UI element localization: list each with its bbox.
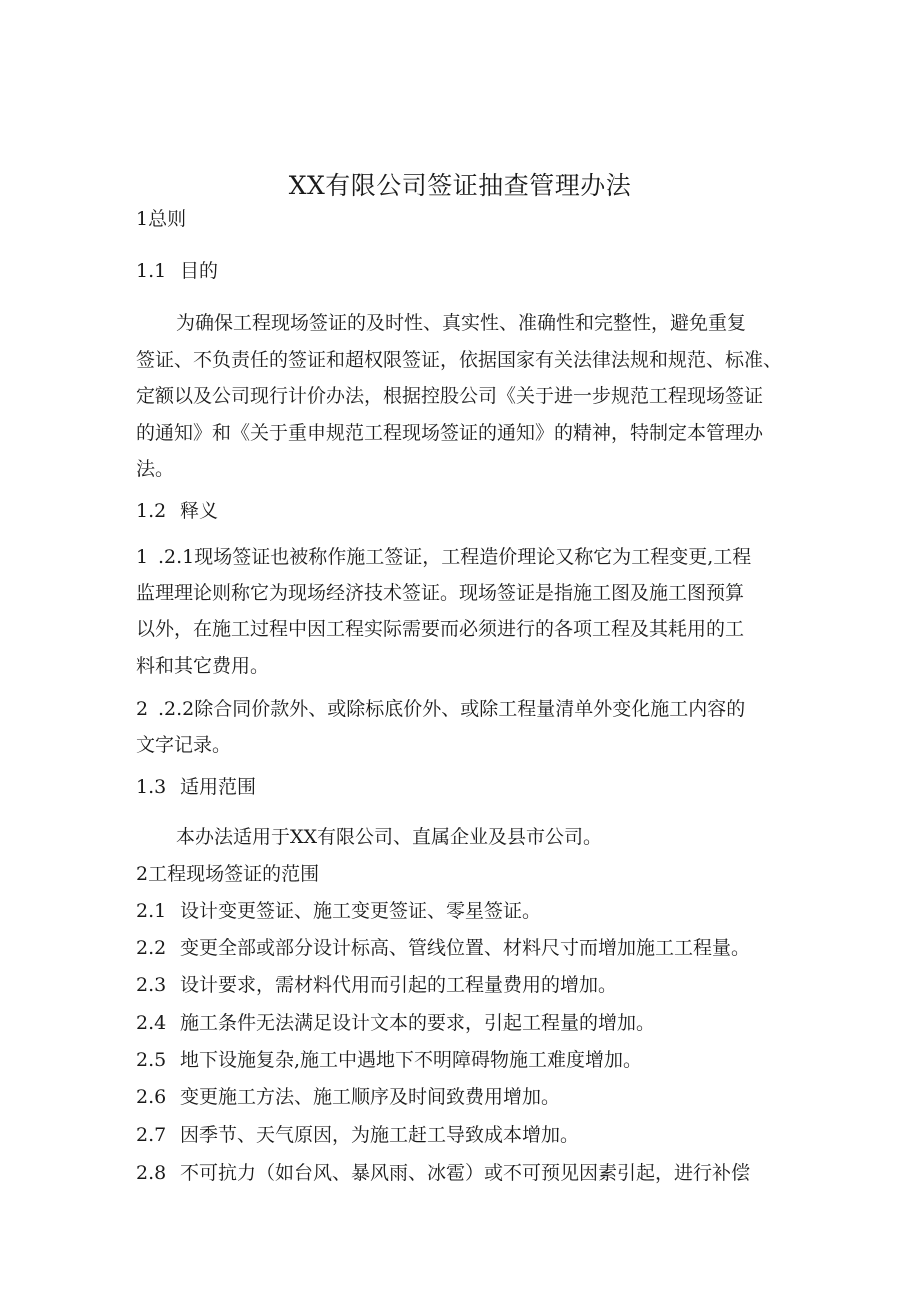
item-text: 施工条件无法满足设计文本的要求，引起工程量的增加。 <box>180 1012 656 1034</box>
item-text: 因季节、天气原因，为施工赶工导致成本增加。 <box>180 1124 580 1146</box>
section-title: 适用范围 <box>180 776 257 798</box>
item-text: 变更全部或部分设计标高、管线位置、材料尺寸而增加施工工程量。 <box>180 937 751 959</box>
item-number: 2.5 <box>136 1049 167 1071</box>
item-number: 2.3 <box>136 974 167 996</box>
paragraph-line: 的通知》和《关于重申规范工程现场签证的通知》的精神，特制定本管理办 <box>136 422 764 444</box>
section-title: 释义 <box>180 500 219 522</box>
item-number: 2.8 <box>136 1162 167 1184</box>
item-number: 2.7 <box>136 1124 167 1146</box>
paragraph-line: 签证、不负责任的签证和超权限签证，依据国家有关法律法规和规范、标准、 <box>136 349 783 371</box>
paragraph-line: 监理理论则称它为现场经济技术签证。现场签证是指施工图及施工图预算 <box>136 582 745 604</box>
item-number: 2.2 <box>136 937 167 959</box>
paragraph-line <box>136 694 745 724</box>
list-item <box>136 970 617 1000</box>
section-number: 1.3 <box>136 776 167 798</box>
heading-2: 2工程现场签证的范围 <box>136 863 320 885</box>
paragraph-line <box>136 542 751 572</box>
heading-1-text: 1总则 <box>136 208 187 230</box>
item-text: .2.1现场签证也被称作施工签证，工程造价理论又称它为工程变更,工程 <box>158 546 752 568</box>
item-number: 2.6 <box>136 1086 167 1108</box>
paragraph-line: 以外，在施工过程中因工程实际需要而必须进行的各项工程及其耗用的工 <box>136 618 745 640</box>
item-text: 设计要求，需材料代用而引起的工程量费用的增加。 <box>180 974 618 996</box>
list-item <box>136 896 541 926</box>
list-item <box>136 1045 642 1075</box>
item-text: 地下设施复杂,施工中遇地下不明障碍物施工难度增加。 <box>180 1049 643 1071</box>
section-title: 目的 <box>180 260 219 282</box>
item-number: 2 <box>136 698 149 720</box>
paragraph-line: 为确保工程现场签证的及时性、真实性、准确性和完整性，避免重复 <box>176 312 747 334</box>
item-text: 变更施工方法、施工顺序及时间致费用增加。 <box>180 1086 561 1108</box>
paragraph-line: 定额以及公司现行计价办法，根据控股公司《关于进一步规范工程现场签证 <box>136 385 764 407</box>
item-number: 2.1 <box>136 900 167 922</box>
item-number: 2.4 <box>136 1012 167 1034</box>
paragraph-line: 文字记录。 <box>136 734 232 756</box>
section-number: 1.1 <box>136 260 167 282</box>
item-number: 1 <box>136 546 149 568</box>
list-item <box>136 1008 655 1038</box>
list-item <box>136 1158 750 1188</box>
heading-1 <box>136 204 186 234</box>
item-text: 设计变更签证、施工变更签证、零星签证。 <box>180 900 542 922</box>
heading-1-1 <box>136 256 218 286</box>
document-title: XX有限公司签证抽查管理办法 <box>288 171 632 200</box>
section-number: 1.2 <box>136 500 167 522</box>
list-item <box>136 1120 579 1150</box>
item-text: 不可抗力（如台风、暴风雨、冰雹）或不可预见因素引起，进行补偿 <box>180 1162 751 1184</box>
heading-1-3 <box>136 772 256 802</box>
list-item <box>136 933 750 963</box>
item-text: .2.2除合同价款外、或除标底价外、或除工程量清单外变化施工内容的 <box>158 698 746 720</box>
heading-1-2 <box>136 496 218 526</box>
list-item <box>136 1082 560 1112</box>
paragraph-line: 料和其它费用。 <box>136 655 270 677</box>
paragraph-line: 本办法适用于XX有限公司、直属企业及县市公司。 <box>176 826 603 848</box>
paragraph-line: 法。 <box>136 458 175 480</box>
